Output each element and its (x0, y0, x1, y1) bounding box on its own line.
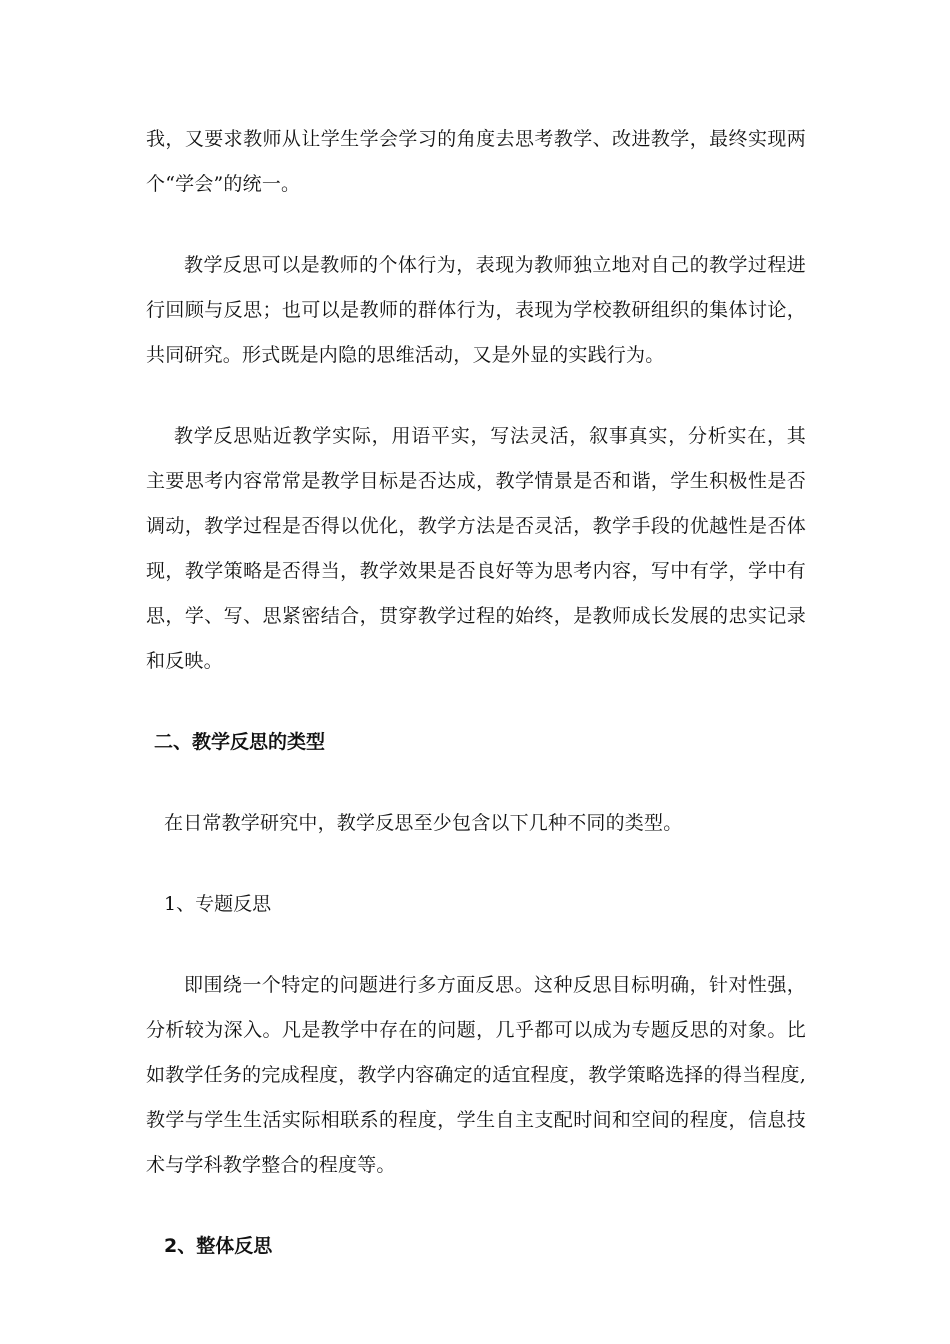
subheading-overall-reflection: 2、整体反思 (164, 1235, 273, 1257)
paragraph-topic-reflection: 即围绕一个特定的问题进行多方面反思。这种反思目标明确，针对性强，分析较为深入。凡是教学中存在的问题，几乎都可以成为专题反思的对象。比如教学任务的完成程度，教学内容确定的适宜程度，教学策略选择的得当程度,教学与学生生活实际相联系的程度，学生自主支配时间和空间的程度，信息技术与学科教学整合的程度等。 (146, 974, 806, 1176)
paragraph-types-intro: 在日常教学研究中，教学反思至少包含以下几种不同的类型。 (164, 812, 683, 834)
section-heading-types: 二、教学反思的类型 (154, 731, 326, 753)
paragraph-continuation: 我，又要求教师从让学生学会学习的角度去思考教学、改进教学，最终实现两个“学会”的统一。 (146, 128, 806, 195)
paragraph-reflection-content: 教学反思贴近教学实际，用语平实，写法灵活，叙事真实，分析实在，其主要思考内容常常是教学目标是否达成，教学情景是否和谐，学生积极性是否调动，教学过程是否得以优化，教学方法是否灵活，教学手段的优越性是否体现，教学策略是否得当，教学效果是否良好等为思考内容，写中有学，学中有思，学、写、思紧密结合，贯穿教学过程的始终，是教师成长发展的忠实记录和反映。 (146, 425, 806, 672)
subheading-topic-reflection: 1、专题反思 (164, 893, 272, 915)
paragraph-reflection-forms: 教学反思可以是教师的个体行为，表现为教师独立地对自己的教学过程进行回顾与反思；也可以是教师的群体行为，表现为学校教研组织的集体讨论，共同研究。形式既是内隐的思维活动，又是外显的实践行为。 (146, 254, 806, 366)
document-body (146, 117, 806, 1269)
